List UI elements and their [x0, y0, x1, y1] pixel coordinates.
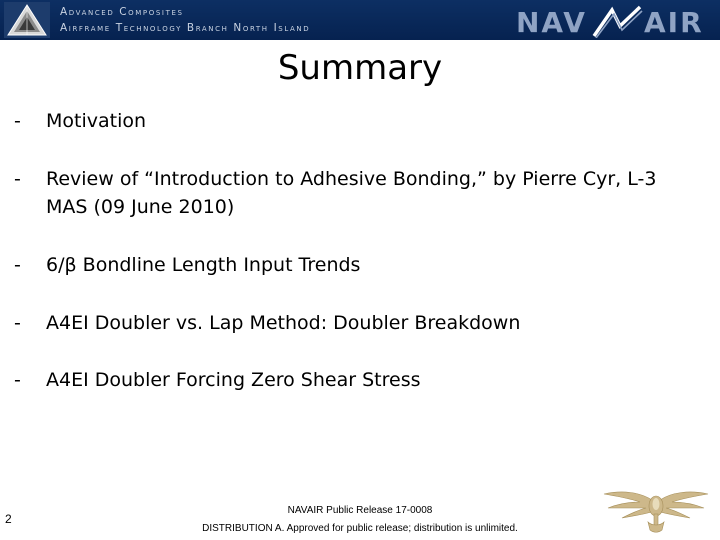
navair-swoosh-icon	[594, 7, 642, 38]
bullet-text: A4EI Doubler vs. Lap Method: Doubler Breakdown	[46, 312, 521, 334]
release-notice: NAVAIR Public Release 17-0008	[287, 505, 433, 516]
slide-title: Summary	[277, 48, 443, 88]
footer-notice	[150, 502, 570, 538]
bullet-marker: -	[14, 312, 21, 334]
navair-logo-air: AIR	[644, 6, 704, 38]
bullet-marker: -	[14, 168, 21, 190]
bullet-marker: -	[14, 254, 21, 276]
bullet-text: Review of “Introduction to Adhesive Bonding,” by Pierre Cyr, L-3 MAS (09 June 2010)	[46, 168, 657, 218]
header-bar	[0, 0, 720, 40]
bullet-marker: -	[14, 369, 21, 391]
navair-logo	[516, 4, 712, 38]
distribution-statement: DISTRIBUTION A. Approved for public release; distribution is unlimited.	[202, 523, 518, 534]
bullet-text: A4EI Doubler Forcing Zero Shear Stress	[46, 369, 421, 391]
navair-logo-nav: NAV	[516, 6, 587, 38]
org-line-1: Advanced Composites	[60, 6, 184, 18]
bullet-text: Motivation	[46, 110, 147, 132]
org-name	[60, 4, 310, 36]
pyramid-emblem-icon	[4, 2, 50, 38]
bullet-marker: -	[14, 110, 21, 132]
org-line-2: Airframe Technology Branch North Island	[60, 22, 311, 34]
naval-aviator-wings-icon	[600, 478, 712, 538]
page-number: 2	[5, 512, 12, 526]
bullet-text: 6/β Bondline Length Input Trends	[46, 254, 361, 276]
